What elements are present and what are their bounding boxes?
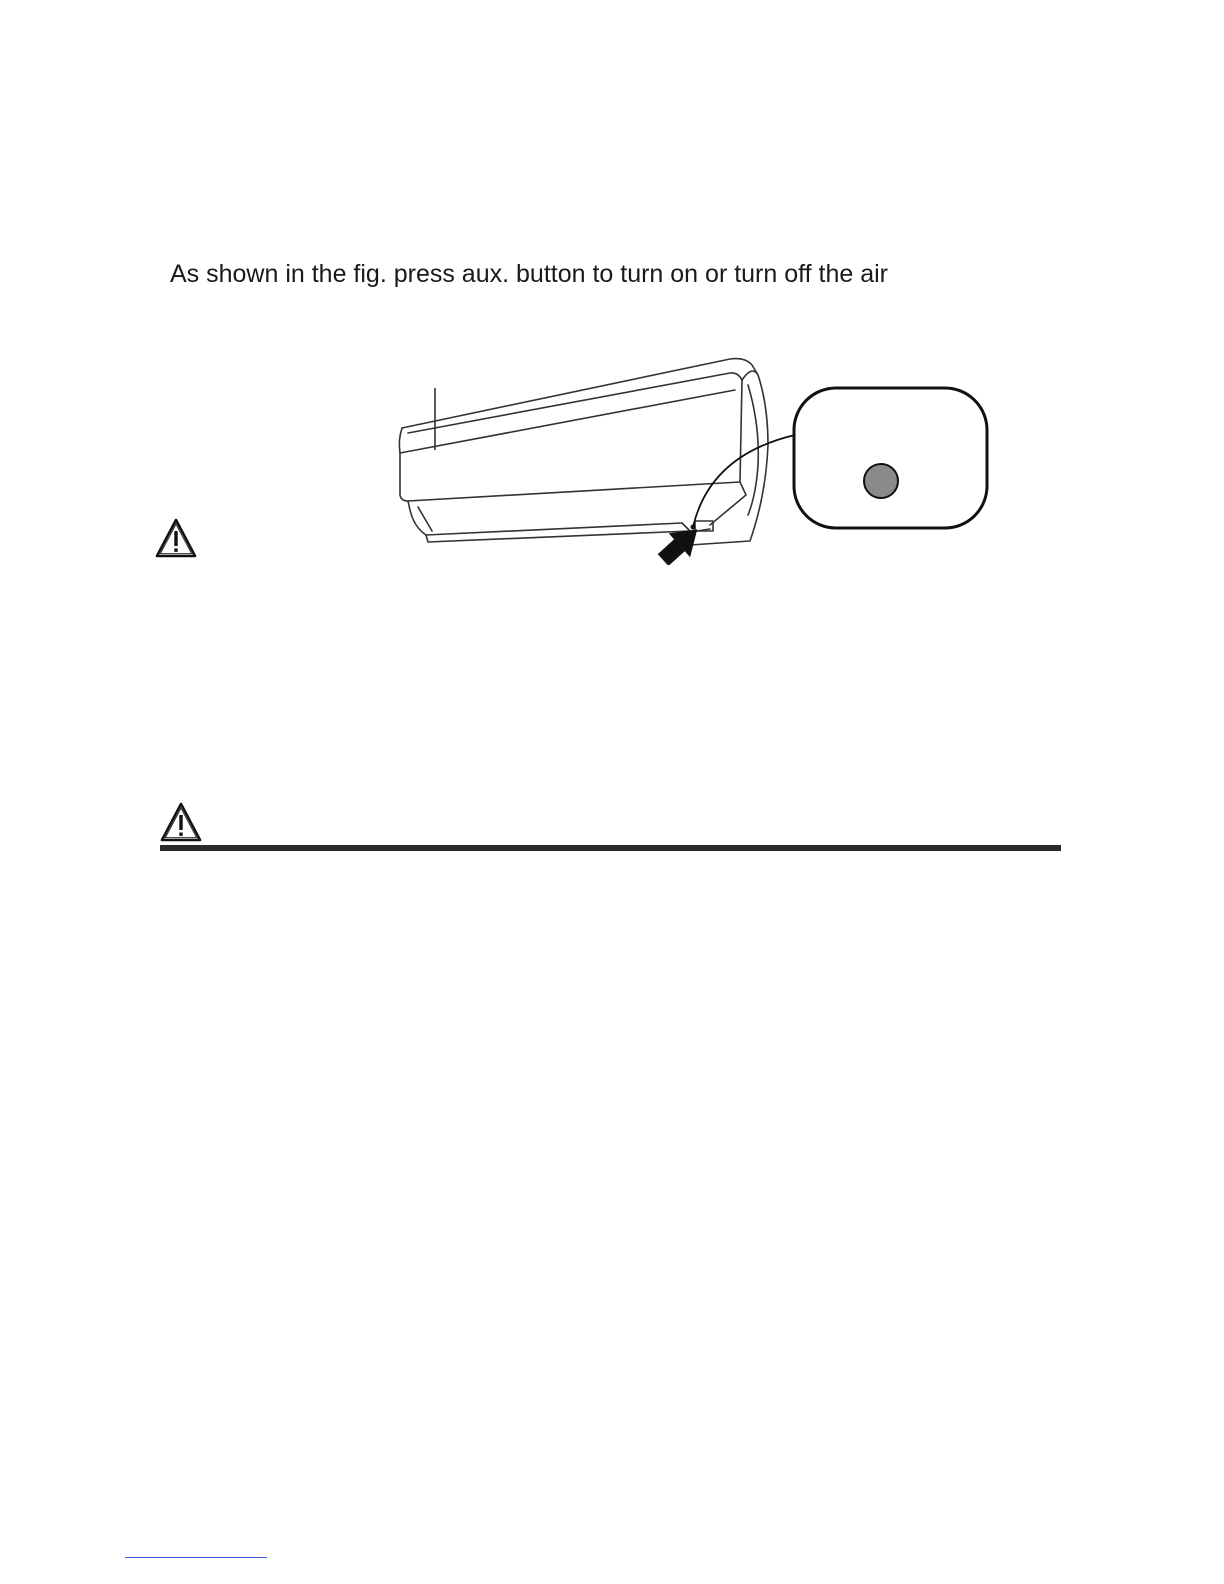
aux-button-callout bbox=[794, 388, 987, 528]
warning-triangle-icon bbox=[154, 517, 198, 559]
air-conditioner-figure bbox=[380, 345, 1000, 565]
warning-triangle-icon bbox=[159, 801, 203, 843]
ac-vent bbox=[408, 501, 682, 535]
section-divider bbox=[160, 845, 1061, 851]
ac-front-panel bbox=[400, 453, 740, 501]
instruction-text: As shown in the fig. press aux. button to turn on or turn off the air bbox=[170, 260, 889, 288]
footer-link-underline[interactable] bbox=[125, 1557, 267, 1558]
ac-side-cap bbox=[690, 371, 768, 545]
aux-button-icon bbox=[864, 464, 898, 498]
ac-top-edge bbox=[402, 359, 758, 428]
callout-connector bbox=[693, 435, 795, 527]
ac-top-inner bbox=[408, 373, 742, 433]
